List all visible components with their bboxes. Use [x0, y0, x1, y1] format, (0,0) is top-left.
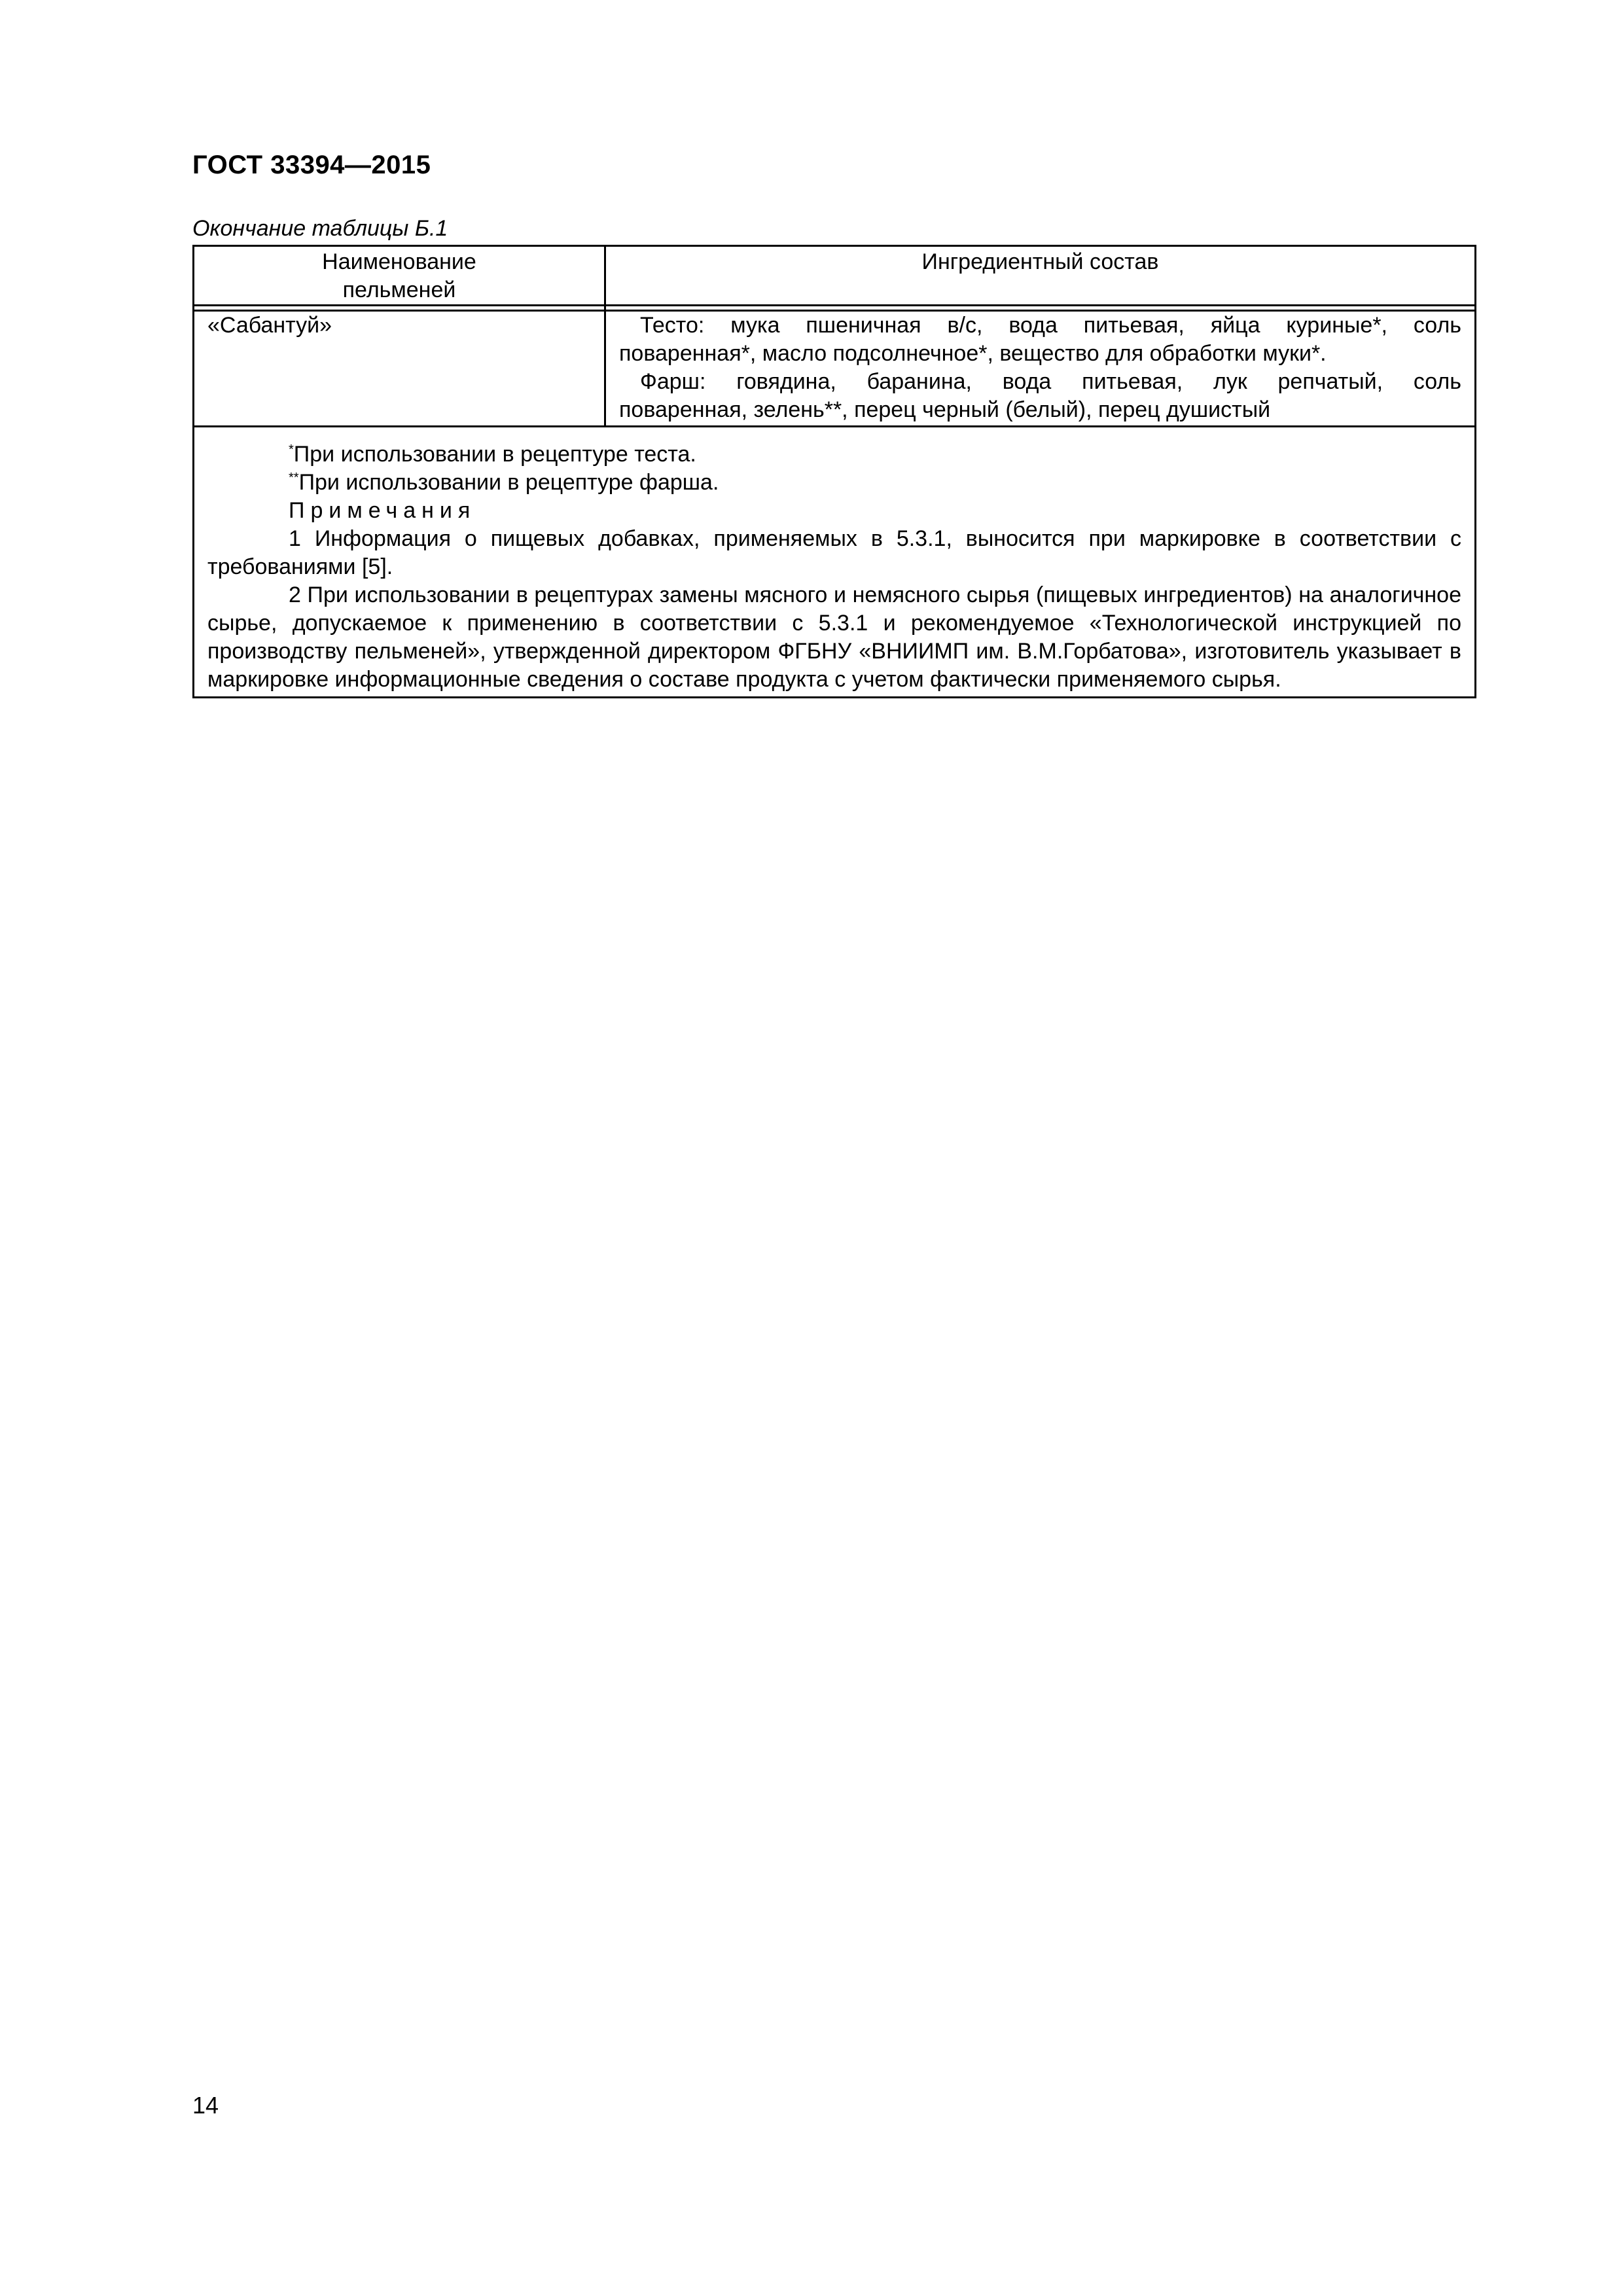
footnote-1 — [207, 440, 1461, 469]
notes-heading — [207, 497, 1461, 525]
footnote-1-mark: * — [289, 442, 294, 457]
product-name: «Сабантуй» — [207, 313, 332, 338]
header-double-rule — [194, 306, 1474, 312]
filling-line-1: Фарш: говядина, баранина, вода питьевая, лук репчатый, соль — [640, 369, 1461, 394]
table-notes-cell — [194, 427, 1474, 696]
note-1: 1 Информация о пищевых добавках, применяемых в 5.3.1, выносится при маркировке в соответствии с требованиями [5]. — [207, 526, 1461, 579]
table-caption: Окончание таблицы Б.1 — [192, 216, 448, 241]
column-header-composition-text: Ингредиентный состав — [921, 249, 1159, 274]
composition-cell — [606, 312, 1474, 427]
footnote-2 — [207, 469, 1461, 497]
page-number: 14 — [192, 2092, 219, 2119]
footnote-2-text: При использовании в рецептуре фарша. — [298, 470, 719, 495]
ingredients-table — [192, 245, 1476, 698]
table-header-row — [194, 247, 1474, 306]
notes-heading-text: Примечания — [289, 498, 476, 523]
column-header-composition — [606, 247, 1474, 306]
table-row — [194, 312, 1474, 427]
document-number: ГОСТ 33394—2015 — [192, 151, 431, 179]
table-notes-row — [194, 427, 1474, 696]
dough-line-1: Тесто: мука пшеничная в/с, вода питьевая, яйца куриные*, соль — [640, 313, 1461, 338]
product-name-cell — [194, 312, 606, 427]
column-header-name-line2: пельменей — [342, 278, 456, 302]
column-header-name-line1: Наименование — [322, 249, 476, 274]
footnote-1-text: При использовании в рецептуре теста. — [293, 442, 696, 467]
filling-line-2: поваренная, зелень**, перец черный (белый), перец душистый — [619, 397, 1271, 422]
note-2: 2 При использовании в рецептурах замены мясного и немясного сырья (пищевых ингредиентов) на аналогичное сырье, допускаемое к применению в соответствии с 5.3.1 и рекомендуемое «Технологической инструкцией по производству пельменей», утвержденной директором ФГБНУ «ВНИИМП им. В.М.Горбатова», изготовитель указывает в маркировке информационные сведения о составе продукта с учетом фактически применяемого сырья. — [207, 583, 1461, 692]
dough-line-2: поваренная*, масло подсолнечное*, вещество для обработки муки*. — [619, 341, 1327, 366]
footnote-2-mark: ** — [289, 471, 299, 485]
column-header-name — [194, 247, 606, 306]
